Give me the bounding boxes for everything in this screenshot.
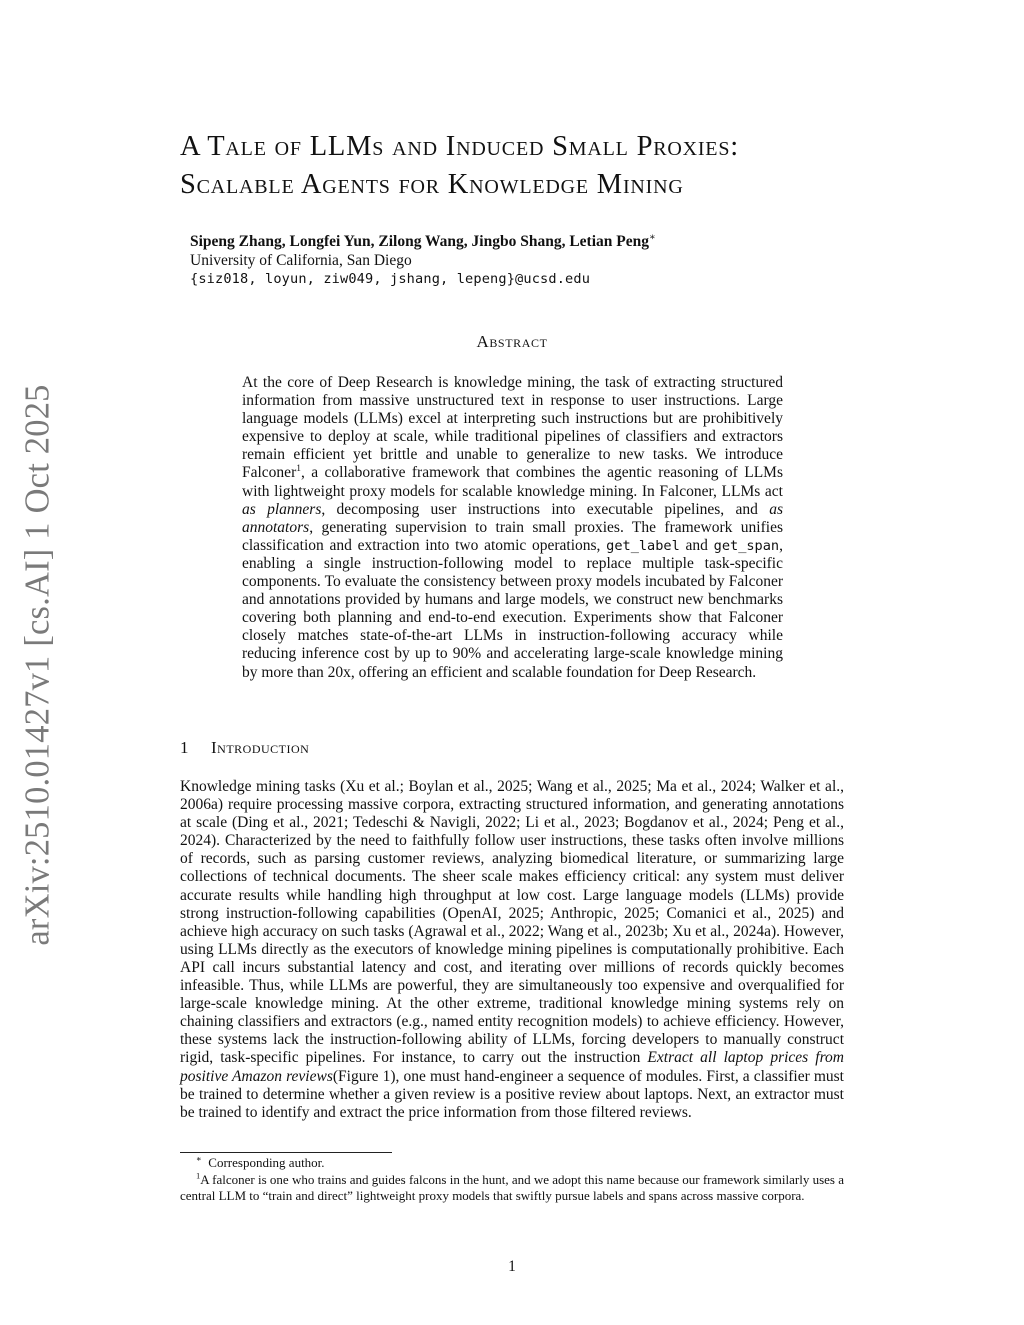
abstract-text: , decomposing user instructions into executable pipelines, and	[321, 500, 770, 518]
page-number: 1	[508, 1258, 516, 1275]
footnote-rule	[180, 1152, 392, 1153]
code-get-label: get_label	[606, 537, 680, 554]
section-heading	[180, 738, 309, 758]
footnote-text: A falconer is one who trains and guides falcons in the hunt, and we adopt this name because our framework similarly uses a central LLM to “train and direct” lightweight proxy models that swiftly pursue labels and spans across massive corpora.	[180, 1171, 844, 1203]
abstract-body	[242, 374, 783, 682]
section-title: Introduction	[211, 738, 310, 757]
paper-title	[180, 128, 880, 204]
abstract-text: , a collaborative framework that combines the agentic reasoning of LLMs with lightweight proxy models for scalable knowledge mining. In Falconer, LLMs act	[242, 464, 783, 500]
arxiv-stamp-text: arXiv:2510.01427v1 [cs.AI] 1 Oct 2025	[18, 384, 57, 946]
author-emails: {siz018, loyun, ziw049, jshang, lepeng}@ucsd.edu	[190, 271, 591, 288]
title-line-1: A Tale of LLMs and Induced Small Proxies:	[180, 131, 739, 162]
footnotes	[180, 1155, 844, 1205]
section-number: 1	[180, 738, 189, 757]
abstract-emphasis: as annotators	[242, 500, 783, 536]
abstract-text: At the core of Deep Research is knowledge mining, the task of extracting structured information from massive unstructured text in response to user instructions. Large language models (LLMs) excel at interpreting such instructions but are prohibitively expensive to deploy at scale, while traditional pipelines of classifiers and extractors remain efficient yet brittle and unable to generalize to new tasks. We introduce Falconer	[242, 374, 783, 482]
intro-text: Knowledge mining tasks (Xu et al.; Boylan et al., 2025; Wang et al., 2025; Ma et al., 2024; Walker et al., 2006a) require processing massive corpora, extracting structured information, and generating annotations at scale (Ding et al., 2021; Tedeschi & Navigli, 2022; Li et al., 2023; Bogdanov et al., 2024; Peng et al., 2024). Characterized by the need to faithfully follow user instructions, these tasks often involve millions of records, such as parsing customer reviews, analyzing biomedical literature, or summarizing large collections of technical documents. The sheer scale makes efficiency critical: any system must deliver accurate results while handling high throughput at low cost. Large language models (LLMs) provide strong instruction-following capabilities (OpenAI, 2025; Anthropic, 2025; Comanici et al., 2025) and achieve high accuracy on such tasks (Agrawal et al., 2022; Wang et al., 2023b; Xu et al., 2024a). However, using LLMs directly as the executors of knowledge mining pipelines is computationally prohibitive. Each API call incurs substantial latency and cost, and iterating over millions of records quickly becomes infeasible. Thus, while LLMs are powerful, they are simultaneously too expensive and overqualified for large-scale knowledge mining. At the other extreme, traditional knowledge mining systems rely on chaining classifiers and extractors (e.g., named entity recognition models) to achieve efficiency. However, these systems lack the instruction-following ability of LLMs, forcing developers to manually construct rigid, task-specific pipelines. For instance, to carry out the instruction	[180, 778, 844, 1067]
abstract-text: , generating supervision to train small proxies. The framework unifies classification and extraction into two atomic operations,	[242, 518, 783, 554]
footnote-1	[180, 1172, 844, 1205]
code-get-span: get_span	[713, 537, 780, 554]
intro-text: (Figure 1), one must hand-engineer a sequence of modules. First, a classifier must be trained to determine whether a given review is a positive review about laptops. Next, an extractor must be trained to identify and extract the price information from those filtered reviews.	[180, 1067, 844, 1121]
footnote-text: Corresponding author.	[208, 1155, 325, 1170]
intro-paragraph	[180, 778, 844, 1122]
affiliation: University of California, San Diego	[190, 252, 412, 270]
footnote-ref-1[interactable]: 1	[296, 464, 301, 475]
footnote-mark: 1	[196, 1170, 201, 1181]
arxiv-stamp	[14, 385, 62, 945]
abstract-text: , enabling a single instruction-following model to replace multiple task-specific components. To evaluate the consistency between proxy models incubated by Falconer and annotations provided by humans and large models, we construct new benchmarks covering both planning and end-to-end execution. Experiments show that Falconer closely matches state-of-the-art LLMs in instruction-following accuracy while reducing inference cost by up to 90% and accelerating large-scale knowledge mining by more than 20x, offering an efficient and scalable foundation for Deep Research.	[242, 536, 783, 681]
title-line-2: Scalable Agents for Knowledge Mining	[180, 169, 684, 200]
footnote-corresponding	[180, 1155, 844, 1172]
intro-emphasis: Extract all laptop prices from positive Amazon reviews	[180, 1049, 844, 1085]
corresponding-mark: ∗	[648, 232, 656, 243]
abstract-emphasis: as planners	[242, 500, 322, 518]
footnote-mark: ∗	[196, 1153, 202, 1164]
author-names-text: Sipeng Zhang, Longfei Yun, Zilong Wang, Jingbo Shang, Letian Peng	[190, 233, 649, 251]
author-block	[190, 228, 656, 289]
abstract-text: and	[679, 536, 714, 554]
author-names	[190, 228, 656, 251]
abstract-heading: Abstract	[476, 332, 548, 351]
